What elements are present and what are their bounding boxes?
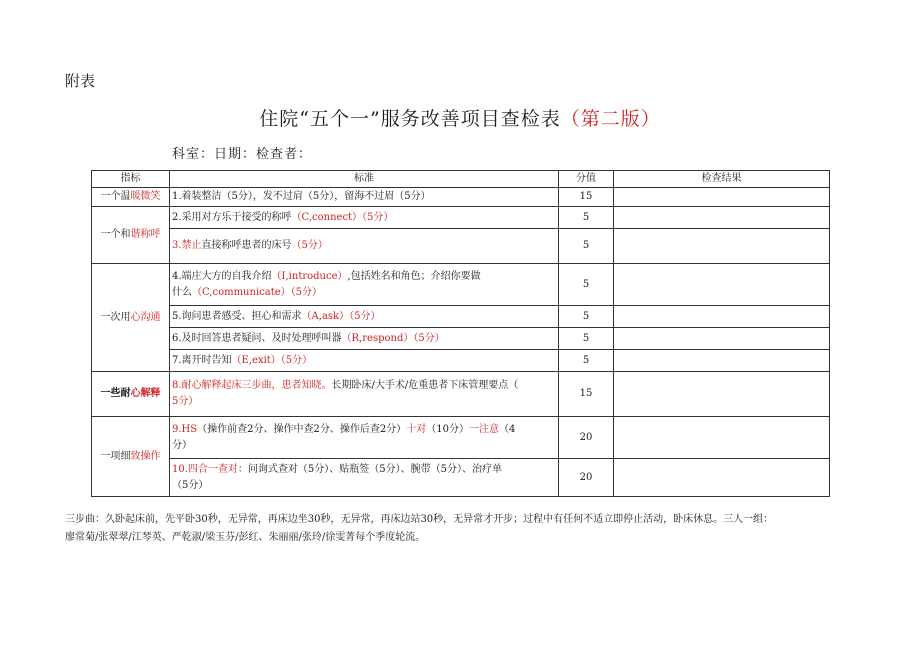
table-row: [92, 328, 830, 350]
table-row: [92, 264, 830, 306]
table-row: [92, 207, 830, 229]
column-header-standard: 标准: [170, 171, 559, 188]
result-cell[interactable]: [614, 372, 830, 417]
title-main: 住院“五个一”服务改善项目查检表: [259, 108, 561, 130]
score-cell: 20: [559, 417, 614, 459]
standard-cell: 3.禁止直接称呼患者的床号（5分）: [170, 229, 559, 264]
result-cell[interactable]: [614, 188, 830, 207]
result-cell[interactable]: [614, 417, 830, 459]
standard-cell: 4.端庄大方的自我介绍（I,introduce）,包括姓名和角色；介绍你要做 什么（C,communicate）（5分）: [170, 264, 559, 306]
table-row: [92, 350, 830, 372]
title-version: （第二版）: [560, 108, 661, 130]
table-header-row: [92, 171, 830, 188]
indicator-cell: 一项细致操作: [92, 417, 170, 497]
standard-cell: 5.询问患者感受、担心和需求（A,ask）（5分）: [170, 306, 559, 328]
result-cell[interactable]: [614, 264, 830, 306]
indicator-cell: 一个和谐称呼: [92, 207, 170, 264]
result-cell[interactable]: [614, 350, 830, 372]
standard-cell: 6.及时回答患者疑问、及时处理呼叫器（R,respond）（5分）: [170, 328, 559, 350]
standard-cell: 8.耐心解释起床三步曲，患者知晓。长期卧床/大手术/危重患者下床管理要点（ 5分）: [170, 372, 559, 417]
result-cell[interactable]: [614, 207, 830, 229]
column-header-result: 检查结果: [614, 171, 830, 188]
table-row: [92, 229, 830, 264]
inspection-meta: 科室：日期：检查者：: [172, 147, 313, 162]
standard-cell: 7.离开时告知（E,exit）（5分）: [170, 350, 559, 372]
score-cell: 5: [559, 229, 614, 264]
footnote-line: 廖常菊/张翠翠/江琴英、严乾淑/梁玉芬/彭红、朱丽丽/张玲/徐雯菁每个季度轮流。: [65, 532, 426, 543]
table-row: [92, 417, 830, 459]
table-row: [92, 372, 830, 417]
standard-cell: 10.四合一查对：问询式查对（5分）、贴瓶签（5分）、腕带（5分）、治疗单 （5分）: [170, 459, 559, 497]
indicator-cell: 一些耐心解释: [92, 372, 170, 417]
result-cell[interactable]: [614, 328, 830, 350]
score-cell: 15: [559, 372, 614, 417]
score-cell: 5: [559, 306, 614, 328]
table-row: [92, 459, 830, 497]
score-cell: 5: [559, 328, 614, 350]
standard-cell: 9.HS（操作前查2分、操作中查2分、操作后查2分）十对（10分）一注意（4 分）: [170, 417, 559, 459]
score-cell: 5: [559, 264, 614, 306]
table-row: [92, 306, 830, 328]
page-title: [0, 104, 920, 131]
standard-cell: 1.着装整洁（5分），发不过肩（5分），留海不过眉（5分）: [170, 188, 559, 207]
column-header-score: 分值: [559, 171, 614, 188]
score-cell: 15: [559, 188, 614, 207]
table-row: [92, 188, 830, 207]
footnote-line: 三步曲：久卧起床前，先平卧30秒，无异常，再床边坐30秒，无异常，再床边站30秒，无异常才开步；过程中有任何不适立即停止活动，卧床休息。三人一组：: [65, 514, 774, 525]
standard-cell: 2.采用对方乐于接受的称呼（C,connect）（5分）: [170, 207, 559, 229]
checklist-table: [91, 170, 830, 497]
result-cell[interactable]: [614, 229, 830, 264]
result-cell[interactable]: [614, 459, 830, 497]
indicator-cell: 一个温暖微笑: [92, 188, 170, 207]
indicator-cell: 一次用心沟通: [92, 264, 170, 372]
column-header-indicator: 指标: [92, 171, 170, 188]
attachment-label: 附表: [65, 72, 96, 90]
score-cell: 5: [559, 350, 614, 372]
score-cell: 5: [559, 207, 614, 229]
result-cell[interactable]: [614, 306, 830, 328]
footnote: [65, 511, 855, 547]
score-cell: 20: [559, 459, 614, 497]
